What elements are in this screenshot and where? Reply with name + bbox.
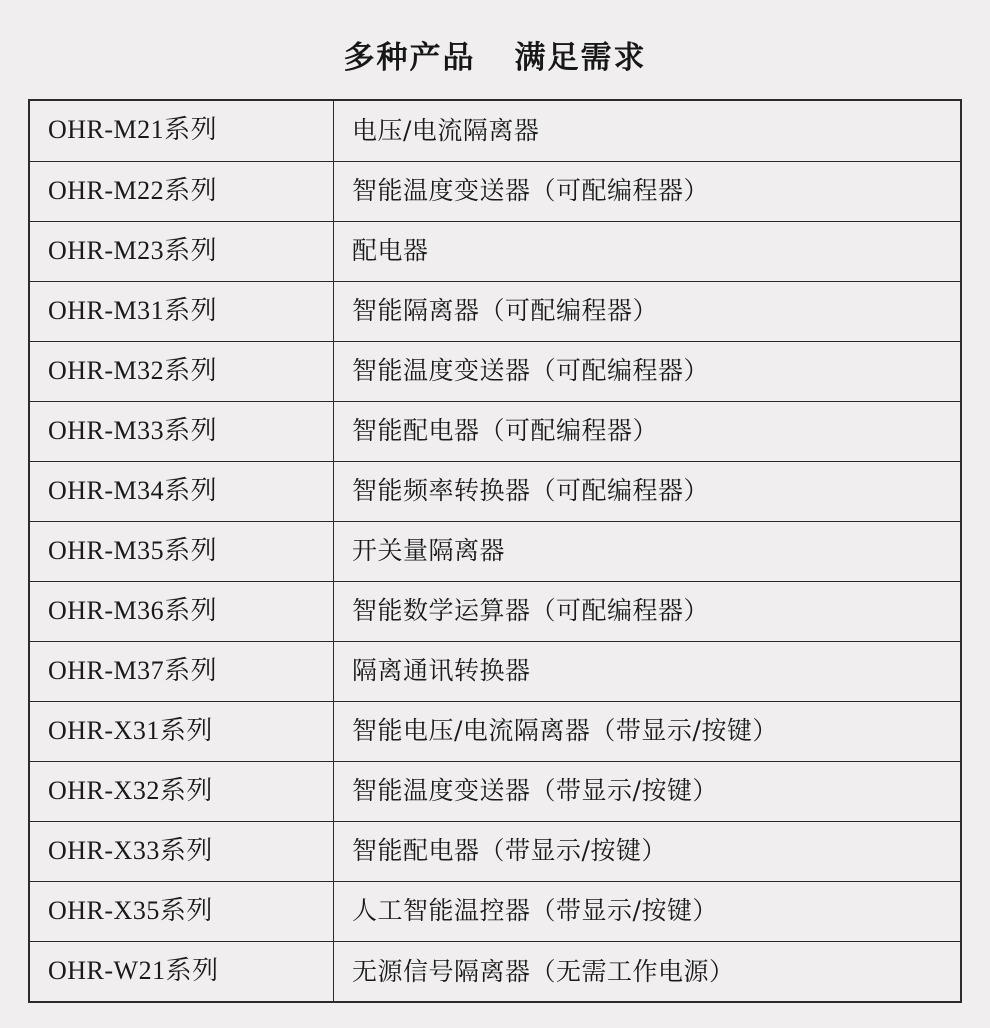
table-row bbox=[30, 641, 960, 701]
product-model-cell: OHR-X33系列 bbox=[30, 821, 334, 881]
product-description-cell: 智能配电器（可配编程器） bbox=[334, 401, 961, 461]
product-model-cell: OHR-X32系列 bbox=[30, 761, 334, 821]
page-title: 多种产品 满足需求 bbox=[343, 40, 647, 75]
product-description-cell: 隔离通讯转换器 bbox=[334, 641, 961, 701]
product-description-cell: 智能数学运算器（可配编程器） bbox=[334, 581, 961, 641]
product-model-cell: OHR-X31系列 bbox=[30, 701, 334, 761]
product-table-container bbox=[28, 99, 962, 1003]
table-row bbox=[30, 761, 960, 821]
product-model-cell: OHR-M36系列 bbox=[30, 581, 334, 641]
table-row bbox=[30, 941, 960, 1001]
product-model-cell: OHR-M35系列 bbox=[30, 521, 334, 581]
product-model-cell: OHR-X35系列 bbox=[30, 881, 334, 941]
table-row bbox=[30, 341, 960, 401]
product-description-cell: 智能隔离器（可配编程器） bbox=[334, 281, 961, 341]
product-description-cell: 智能配电器（带显示/按键） bbox=[334, 821, 961, 881]
table-row bbox=[30, 701, 960, 761]
table-row bbox=[30, 881, 960, 941]
table-row bbox=[30, 401, 960, 461]
table-row bbox=[30, 461, 960, 521]
product-model-cell: OHR-M23系列 bbox=[30, 221, 334, 281]
product-description-cell: 开关量隔离器 bbox=[334, 521, 961, 581]
product-description-cell: 人工智能温控器（带显示/按键） bbox=[334, 881, 961, 941]
table-row bbox=[30, 161, 960, 221]
product-model-cell: OHR-W21系列 bbox=[30, 941, 334, 1001]
product-model-cell: OHR-M21系列 bbox=[30, 101, 334, 161]
product-description-cell: 智能温度变送器（带显示/按键） bbox=[334, 761, 961, 821]
product-description-cell: 无源信号隔离器（无需工作电源） bbox=[334, 941, 961, 1001]
product-description-cell: 电压/电流隔离器 bbox=[334, 101, 961, 161]
table-row bbox=[30, 101, 960, 161]
product-model-cell: OHR-M33系列 bbox=[30, 401, 334, 461]
table-row bbox=[30, 581, 960, 641]
product-table bbox=[30, 101, 960, 1001]
product-description-cell: 智能电压/电流隔离器（带显示/按键） bbox=[334, 701, 961, 761]
product-model-cell: OHR-M34系列 bbox=[30, 461, 334, 521]
product-description-cell: 智能频率转换器（可配编程器） bbox=[334, 461, 961, 521]
product-description-cell: 智能温度变送器（可配编程器） bbox=[334, 161, 961, 221]
product-model-cell: OHR-M32系列 bbox=[30, 341, 334, 401]
product-description-cell: 配电器 bbox=[334, 221, 961, 281]
table-row bbox=[30, 821, 960, 881]
product-model-cell: OHR-M31系列 bbox=[30, 281, 334, 341]
product-model-cell: OHR-M22系列 bbox=[30, 161, 334, 221]
product-model-cell: OHR-M37系列 bbox=[30, 641, 334, 701]
table-row bbox=[30, 281, 960, 341]
table-row bbox=[30, 221, 960, 281]
product-description-cell: 智能温度变送器（可配编程器） bbox=[334, 341, 961, 401]
product-table-body bbox=[30, 101, 960, 1001]
table-row bbox=[30, 521, 960, 581]
